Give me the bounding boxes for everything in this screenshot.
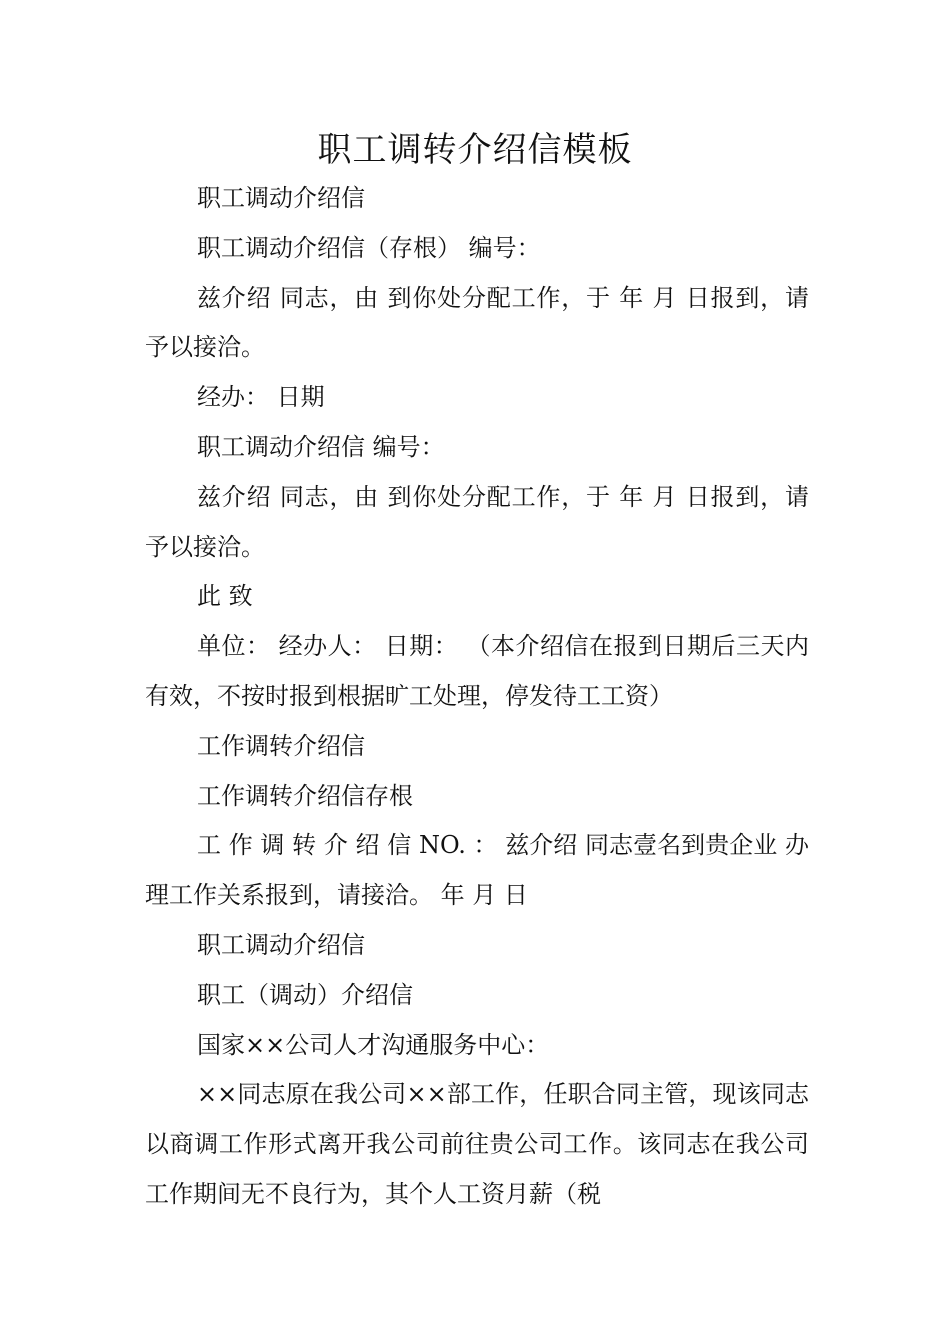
paragraph-transfer-details: ××同志原在我公司××部工作，任职合同主管，现该同志以商调工作形式离开我公司前往贵公司工作。该同志在我公司工作期间无不良行为，其个人工资月薪（税 bbox=[145, 1080, 809, 1208]
paragraph-introduction: 兹介绍 同志，由 到你处分配工作，于 年 月 日报到，请予以接洽。 bbox=[145, 283, 809, 362]
paragraph-stub-number: 职工调动介绍信（存根） 编号： bbox=[197, 233, 541, 262]
paragraph-heading-work-transfer: 工作调转介绍信 bbox=[197, 731, 365, 760]
paragraph-heading-staff-transfer-letter: 职工调动介绍信 bbox=[197, 184, 365, 212]
paragraph-heading-staff-transfer-2: 职工调动介绍信 bbox=[197, 930, 365, 959]
document-body bbox=[145, 174, 809, 1220]
paragraph-unit-validity: 单位： 经办人： 日期： （本介绍信在报到日期后三天内有效，不按时报到根据旷工处理，停发待工工资） bbox=[145, 632, 809, 710]
paragraph-letter-number: 职工调动介绍信 编号： bbox=[197, 432, 445, 461]
document-title: 职工调转介绍信模板 bbox=[317, 130, 633, 170]
paragraph-recipient: 国家××公司人才沟通服务中心： bbox=[197, 1030, 550, 1059]
paragraph-heading-staff-transfer-3: 职工（调动）介绍信 bbox=[197, 980, 413, 1009]
paragraph-introduction-repeat: 兹介绍 同志，由 到你处分配工作，于 年 月 日报到，请予以接洽。 bbox=[145, 482, 809, 561]
paragraph-handler-date: 经办： 日期 bbox=[197, 383, 325, 412]
paragraph-heading-work-transfer-stub: 工作调转介绍信存根 bbox=[197, 781, 413, 810]
paragraph-salutation: 此 致 bbox=[197, 582, 253, 611]
paragraph-work-transfer-body: 工 作 调 转 介 绍 信 NO. ： 兹介绍 同志壹名到贵企业 办理工作关系报到，请接洽。 年 月 日 bbox=[145, 831, 809, 910]
